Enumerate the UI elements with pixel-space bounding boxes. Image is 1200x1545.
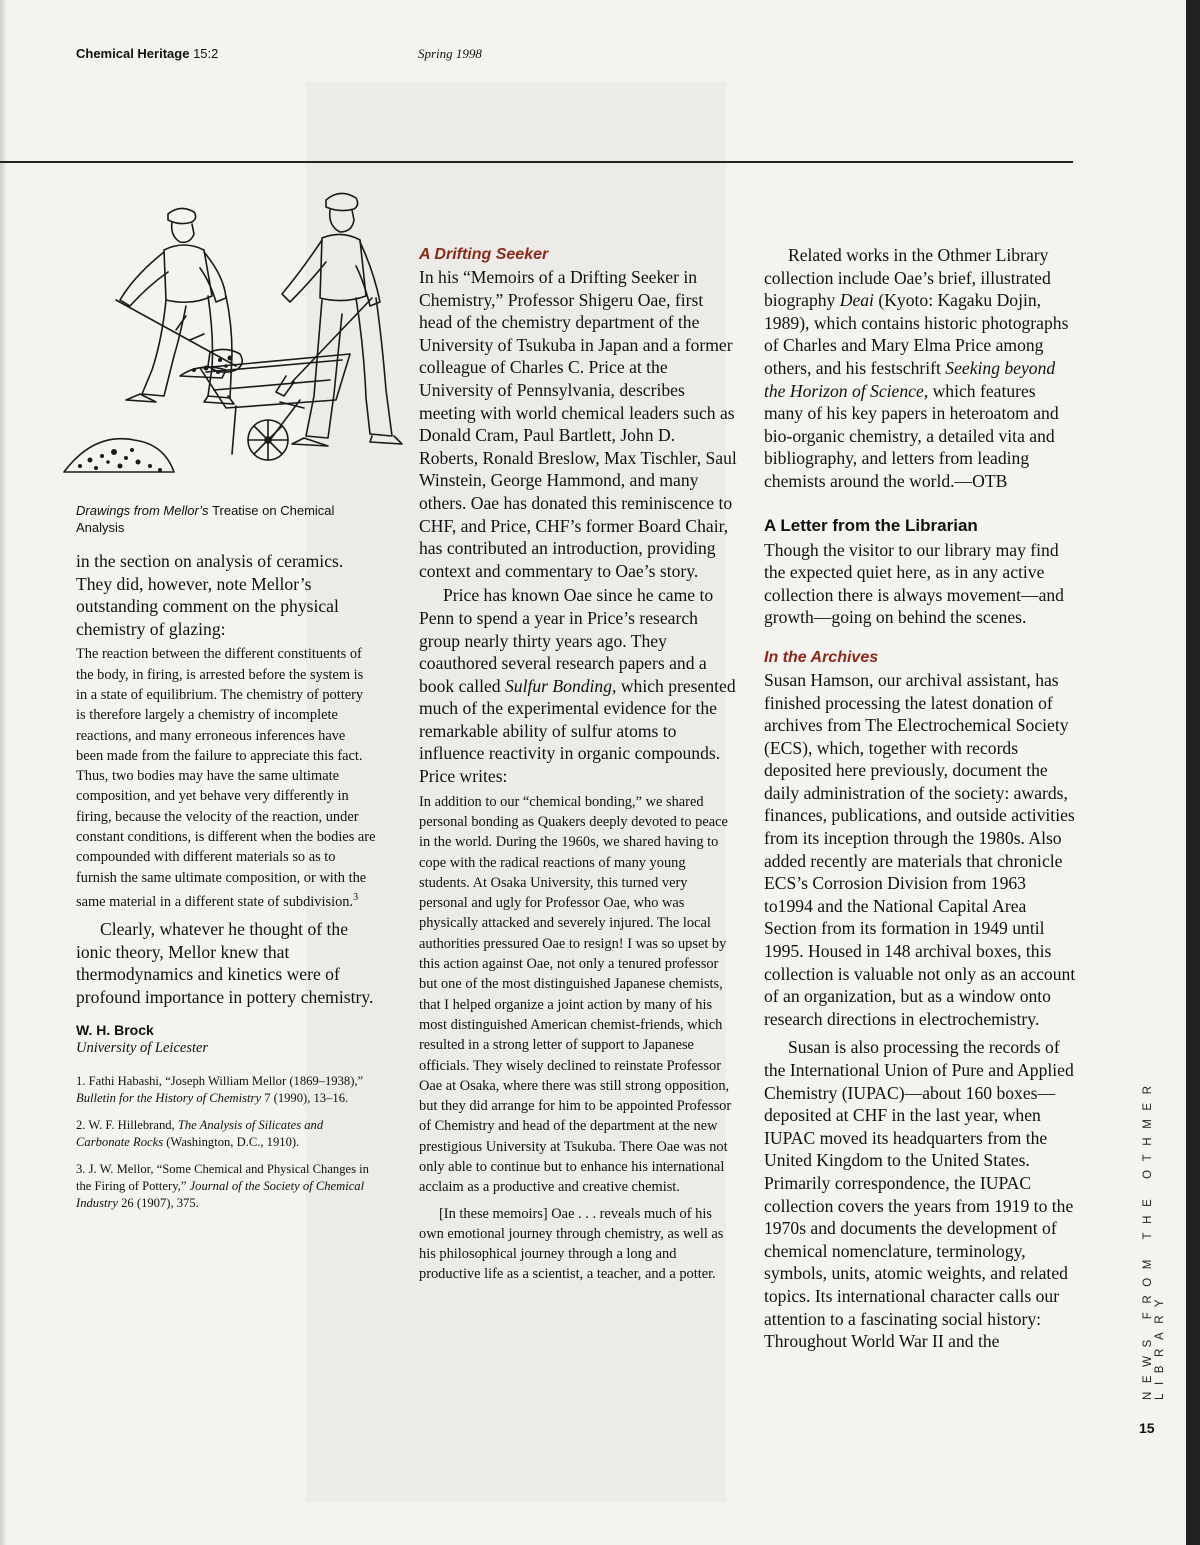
caption-suffix: Treatise on Chemical Analysis <box>76 503 335 535</box>
column-1 <box>76 550 376 1222</box>
body-paragraph: Price has known Oae since he came to Penn to spend a year in Price’s research group nearly thirty years ago. They coauthored several research papers and a book called Sulfur Bonding, which presented much of the experimental evidence for the remarkable ability of sulfur atoms to influence reactivity in organic compounds. Price writes: <box>419 585 736 787</box>
column-2 <box>419 244 737 1291</box>
column-3 <box>764 244 1079 1353</box>
body-paragraph: Susan Hamson, our archival assistant, has finished processing the latest donation of archives from The Electrochemical Society (ECS), which, together with records deposited here previously, document the daily administration of the society: awards, finances, publications, and outside activities from its inception through the 1980s. Also added recently are materials that chronicle ECS’s Corrosion Division from 1963 to1994 and the National Capital Area Section from its formation in 1949 until 1995. Housed in 148 archival boxes, this collection is valuable not only as an account of an organization, but as a window onto research directions in electrochemistry. <box>764 669 1076 1029</box>
binding-shadow <box>0 0 7 1545</box>
issue-number: 15:2 <box>193 46 219 61</box>
body-paragraph: in the section on analysis of ceramics. They did, however, note Mellor’s outstanding comment on the physical chemistry of glazing: <box>76 551 344 639</box>
block-quote: In addition to our “chemical bonding,” we shared personal bonding as Quakers deeply devoted to peace in the world. During the 1960s, we shared having to cope with the radical reactions of many young students. At Osaka University, this turned very personal and ugly for Professor Oae, who was physically attacked and severely injured. The local authorities pressured Oae to resign! I was so upset by this action against Oae, not only a tenured professor but one of the most distinguished Japanese chemists, that I helped organize a joint action by many of his most distinguished American chemist-friends, which resulted in a strong letter of support to Japanese officials. They wisely declined to reinstate Professor Oae at Osaka, where there was still strong opposition, but they did arrange for him to be appointed Professor of Chemistry and head of the department at the new prestigious University at Tsukuba. There Oae was not only able to continue but to enhance his international acclaim as a productive and creative chemist. <box>419 793 732 1196</box>
quote-text: The reaction between the different constituents of the body, in firing, is arrested before the system is in a state of equilibrium. The chemistry of pottery is therefore largely a chemistry of incomplete reactions, and many erroneous inferences have been made from the failure to appreciate this fact. Thus, two bodies may have the same ultimate composition, and yet behave very differently in firing, because the velocity of the reaction, under constant conditions, is different when the bodies are compounded with different materials so as to furnish the same ultimate composition, or with the same material in a different state of subdivision. <box>76 646 376 910</box>
magazine-title: Chemical Heritage <box>76 46 190 61</box>
footnote: 3. J. W. Mellor, “Some Chemical and Physical Changes in the Firing of Pottery,” Journal of the Society of Chemical Industry 26 (1907), 375. <box>76 1162 369 1211</box>
footnote-ref: 3 <box>353 891 359 903</box>
body-paragraph: Related works in the Othmer Library collection include Oae’s brief, illustrated biography Deai (Kyoto: Kagaku Dojin, 1989), which contains historic photographs of Charles and Mary Elma Price among others, and his festschrift Seeking beyond the Horizon of Science, which features many of his key papers in heteroatom and bio-organic chemistry, a detailed vita and bibliography, and letters from leading chemists around the world.—OTB <box>764 245 1069 491</box>
footnote: 1. Fathi Habashi, “Joseph William Mellor (1869–1938),” Bulletin for the History of Chemistry 7 (1990), 13–16. <box>76 1074 364 1106</box>
body-paragraph: Clearly, whatever he thought of the ionic theory, Mellor knew that thermodynamics and kinetics were of profound importance in pottery chemistry. <box>76 919 374 1007</box>
author-name: W. H. Brock <box>76 1022 154 1039</box>
body-paragraph: In his “Memoirs of a Drifting Seeker in Chemistry,” Professor Shigeru Oae, first head of the chemistry department of the University of Tsukuba in Japan and a former colleague of Charles C. Price at the University of Pennsylvania, describes meeting with world chemical leaders such as Donald Cram, Paul Bartlett, John D. Roberts, Ronald Breslow, Max Tischler, Saul Winstein, George Hammond, and many others. Oae has donated this reminiscence to CHF, and Price, CHF’s former Board Chair, has contributed an introduction, providing context and commentary to Oae’s story. <box>419 267 737 581</box>
block-quote: [In these memoirs] Oae . . . reveals much of his own emotional journey through chemistry, as well as his philosophical journey through a long and productive life as a scientist, a teacher, and a potter. <box>419 1205 724 1283</box>
body-paragraph: Susan is also processing the records of the International Union of Pure and Applied Chemistry (IUPAC)—about 160 boxes—deposited at CHF in the last year, when IUPAC moved its headquarters from the United Kingdom to the United States. Primarily correspondence, the IUPAC collection covers the years from 1919 to the 1970s and documents the development of chemical nomenclature, terminology, symbols, units, atomic weights, and related topics. Its international character calls our attention to a fascinating social history: Throughout World War II and the <box>764 1037 1074 1352</box>
section-kicker: In the Archives <box>764 648 879 666</box>
illustration-caption <box>76 502 376 536</box>
body-paragraph: Though the visitor to our library may find the expected quiet here, as in any active collection there is always movement—and growth—going on behind the scenes. <box>764 539 1064 628</box>
page-number: 15 <box>1139 1420 1155 1436</box>
issue-date: Spring 1998 <box>418 46 482 61</box>
header-rule <box>0 161 1073 163</box>
laborers-wheelbarrow-drawing <box>60 180 410 485</box>
author-affiliation: University of Leicester <box>76 1040 209 1057</box>
block-quote <box>76 644 376 912</box>
scan-edge <box>1186 0 1200 1545</box>
section-kicker: A Drifting Seeker <box>419 246 549 263</box>
footnote: 2. W. F. Hillebrand, The Analysis of Silicates and Carbonate Rocks (Washington, D.C., 1910). <box>76 1118 324 1150</box>
section-sidebar-label: NEWS FROM THE OTHMER LIBRARY <box>1142 1077 1166 1400</box>
section-heading: A Letter from the Librarian <box>764 515 978 535</box>
caption-prefix: Drawings from Mellor’s <box>76 503 209 518</box>
running-header <box>76 46 218 61</box>
